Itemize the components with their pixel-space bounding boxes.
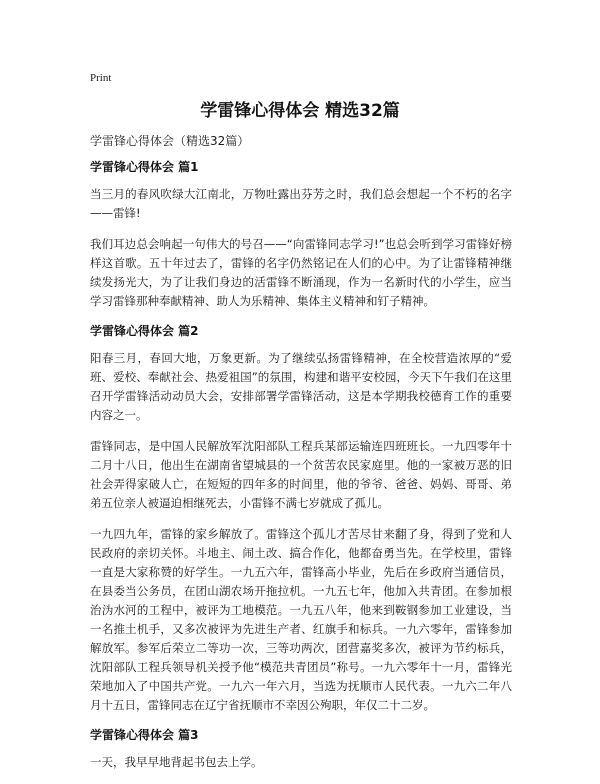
section-heading-1: 学雷锋心得体会 篇1 [90, 160, 199, 174]
section-2-paragraph-3: 一九四九年，雷锋的家乡解放了。雷锋这个孤儿才苦尽甘来翻了身，得到了党和人民政府的亲切关怀。斗地主、闹土改、搞合作化，他都奋勇当先。在学校里，雷锋一直是大家称赞的好学生。一九五六年，雷锋高小毕业，先后在乡政府当通信员，在县委当公务员，在团山湖农场开拖拉机。一九五七年，他加入共青团。在参加根治沩水河的工程中，被评为工地模范。一九五八年，他来到鞍钢参加工业建设，当一名推土机手，又多次被评为先进生产者、红旗手和标兵。一九六零年，雷锋参加解放军。参军后荣立二等功一次，三等功两次，团营嘉奖多次，被评为节约标兵，沈阳部队工程兵领导机关授予他“模范共青团员”称号。一九六零年十一月，雷锋光荣地加入了中国共产党。一九六一年六月，当选为抚顺市人民代表。一九六二年八月十五日，雷锋同志在辽宁省抚顺市不幸因公殉职，年仅二十二岁。 [90, 527, 512, 712]
section-2-paragraph-1: 阳春三月，春回大地，万象更新。为了继续弘扬雷锋精神，在全校营造浓厚的“爱班、爱校、奉献社会、热爱祖国”的氛围，构建和谐平安校园，今天下午我们在这里召开学雷锋活动动员大会，安排部署学雷锋活动，这是本学期我校德育工作的重要内容之一。 [90, 351, 512, 422]
section-1-paragraph-1: 当三月的春风吹绿大江南北，万物吐露出芬芳之时，我们总会想起一个不朽的名字——雷锋! [90, 187, 512, 220]
section-1-paragraph-2: 我们耳边总会响起一句伟大的号召——“向雷锋同志学习!”也总会听到学习雷锋好榜样这首歌。五十年过去了，雷锋的名字仍然铭记在人们的心中。为了让雷锋精神继续发扬光大，为了让我们身边的活雷锋不断涌现，作为一名新时代的小学生，应当学习雷锋那种奉献精神、助人为乐精神、集体主义精神和钉子精神。 [90, 237, 512, 308]
document-subtitle: 学雷锋心得体会（精选32篇） [90, 134, 250, 148]
document-title: 学雷锋心得体会 精选32篇 [200, 101, 400, 121]
print-link[interactable]: Print [90, 72, 112, 84]
section-heading-3: 学雷锋心得体会 篇3 [90, 728, 199, 742]
section-heading-2: 学雷锋心得体会 篇2 [90, 324, 199, 338]
section-3-paragraph-1: 一天，我早早地背起书包去上学。 [90, 755, 263, 769]
section-2-paragraph-2: 雷锋同志，是中国人民解放军沈阳部队工程兵某部运输连四班班长。一九四零年十二月十八日，他出生在湖南省望城县的一个贫苦农民家庭里。他的一家被万恶的旧社会弄得家破人亡，在短短的四年多的时间里，他的爷爷、爸爸、妈妈、哥哥、弟弟五位亲人被逼迫相继死去，小雷锋不满七岁就成了孤儿。 [90, 439, 512, 510]
document-body [90, 133, 512, 784]
